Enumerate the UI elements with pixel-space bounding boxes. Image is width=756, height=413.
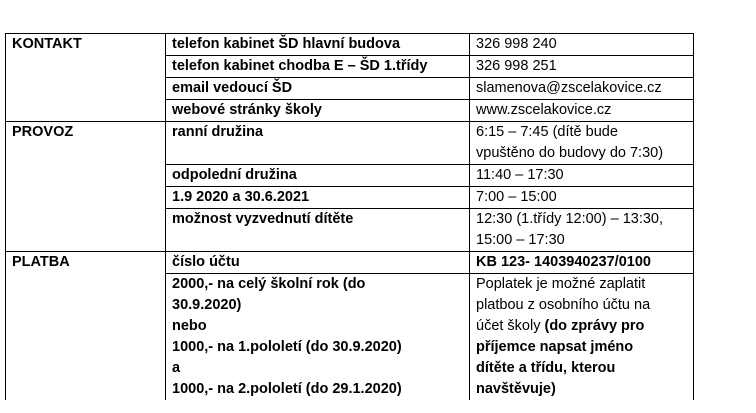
note-line: dítěte a třídu, kterou <box>476 360 616 376</box>
note-line: Poplatek je možné zaplatit <box>476 276 646 292</box>
row-item-value <box>470 122 694 165</box>
row-item-value <box>470 209 694 252</box>
fee-line: a <box>172 360 181 376</box>
fee-line: 1000,- na 2.pololetí (do 29.1.2020) <box>172 381 402 397</box>
fee-line: nebo <box>172 318 207 334</box>
value-line: 15:00 – 17:30 <box>476 232 565 248</box>
row-item-value: 7:00 – 15:00 <box>470 187 694 209</box>
note-line: navštěvuje) <box>476 381 556 397</box>
website-value: www.zscelakovice.cz <box>470 100 694 122</box>
fee-line: 1000,- na 1.pololetí (do 30.9.2020) <box>172 339 402 355</box>
note-line: příjemce napsat jméno <box>476 339 634 355</box>
section-label-kontakt: KONTAKT <box>6 34 166 122</box>
account-number: KB 123- 1403940237/0100 <box>470 252 694 274</box>
value-line: 12:30 (1.třídy 12:00) – 13:30, <box>476 211 664 227</box>
payment-note <box>470 274 694 401</box>
section-label-provoz: PROVOZ <box>6 122 166 252</box>
table-row <box>6 34 694 56</box>
note-text: účet školy <box>476 318 545 334</box>
fee-options <box>166 274 470 401</box>
row-item-label: ranní družina <box>166 122 470 165</box>
row-item-label: 1.9 2020 a 30.6.2021 <box>166 187 470 209</box>
section-label-platba: PLATBA <box>6 252 166 401</box>
row-item-label: odpolední družina <box>166 165 470 187</box>
school-club-info-table <box>5 33 694 400</box>
row-item-label: webové stránky školy <box>166 100 470 122</box>
fee-line: 30.9.2020) <box>172 297 242 313</box>
note-line: platbou z osobního účtu na <box>476 297 651 313</box>
note-line <box>476 316 687 337</box>
note-text-bold: (do zprávy pro <box>544 318 645 334</box>
table-row <box>6 252 694 274</box>
row-item-value: 326 998 251 <box>470 56 694 78</box>
value-line: 6:15 – 7:45 (dítě bude <box>476 124 618 140</box>
row-item-label: email vedoucí ŠD <box>166 78 470 100</box>
email-value: slamenova@zscelakovice.cz <box>470 78 694 100</box>
fee-line: 2000,- na celý školní rok (do <box>172 276 366 292</box>
row-item-label: možnost vyzvednutí dítěte <box>166 209 470 252</box>
value-line: vpuštěno do budovy do 7:30) <box>476 145 664 161</box>
row-item-value: 326 998 240 <box>470 34 694 56</box>
row-item-value: 11:40 – 17:30 <box>470 165 694 187</box>
row-item-label: telefon kabinet ŠD hlavní budova <box>166 34 470 56</box>
row-item-label: telefon kabinet chodba E – ŠD 1.třídy <box>166 56 470 78</box>
table-row <box>6 122 694 165</box>
account-label: číslo účtu <box>166 252 470 274</box>
